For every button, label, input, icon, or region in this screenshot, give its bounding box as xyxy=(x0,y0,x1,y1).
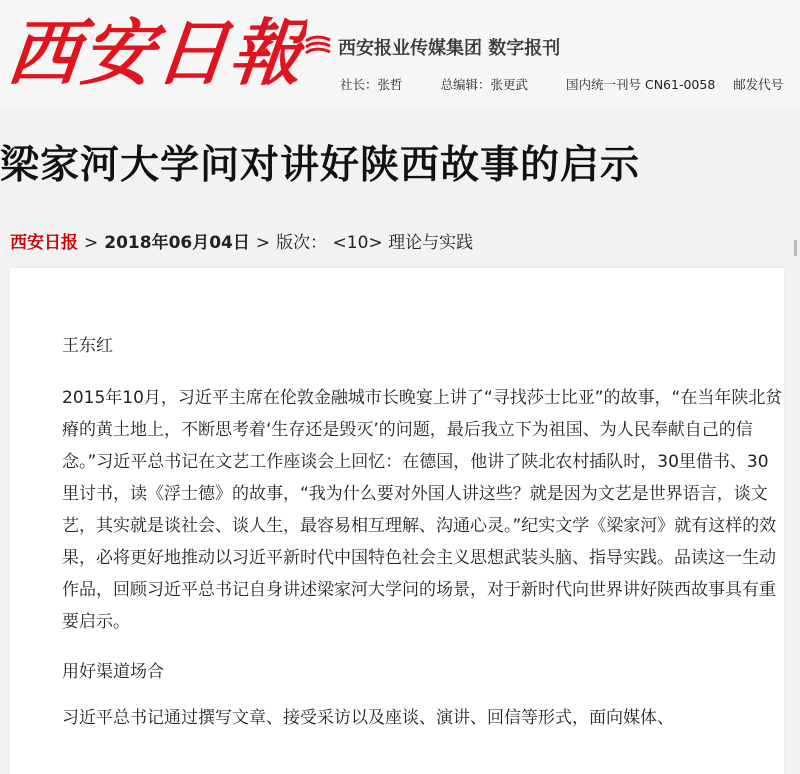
article-headline: 梁家河大学问对讲好陕西故事的启示 xyxy=(0,143,641,188)
president-label: 社长：张哲 xyxy=(340,77,403,92)
serial-number-label: 国内统一刊号 CN61-0058 xyxy=(566,77,716,92)
article-author: 王东红 xyxy=(62,336,113,356)
edition-label: 版次： xyxy=(276,233,328,253)
article-subheading: 用好渠道场合 xyxy=(62,662,164,682)
breadcrumb-separator: > xyxy=(84,233,99,253)
breadcrumb-date-link[interactable]: 2018年06月04日 xyxy=(104,233,250,253)
breadcrumb-site-link[interactable]: 西安日报 xyxy=(10,233,78,253)
article-panel xyxy=(10,268,784,774)
article-paragraph: 习近平总书记通过撰写文章、接受采访以及座谈、演讲、回信等形式，面向媒体、 xyxy=(62,708,674,728)
section-name[interactable]: 理论与实践 xyxy=(388,233,474,253)
edition-number[interactable]: <10> xyxy=(332,233,383,253)
masthead xyxy=(0,0,800,108)
chief-editor-label: 总编辑：张更武 xyxy=(440,77,529,92)
scroll-marker xyxy=(794,240,797,256)
breadcrumb xyxy=(10,228,473,258)
staff-info xyxy=(340,75,783,93)
newspaper-logo[interactable]: 西安日報 xyxy=(3,10,309,95)
postal-code-label: 邮发代号 xyxy=(733,77,784,92)
media-group-name: 西安报业传媒集团 数字报刊 xyxy=(338,38,561,59)
article-paragraph: 2015年10月，习近平主席在伦敦金融城市长晚宴上讲了“寻找莎士比亚”的故事，“在当年陕北贫瘠的黄土地上，不断思考着‘生存还是毁灭’的问题，最后我立下为祖国、为人民奉献自己的信念。”习近平总书记在文艺工作座谈会上回忆：在德国，他讲了陕北农村插队时，30里借书、30里讨书，读《浮士德》的故事，“我为什么要对外国人讲这些？就是因为文艺是世界语言，谈文艺，其实就是谈社会、谈人生，最容易相互理解、沟通心灵。”纪实文学《梁家河》就有这样的效果，必将更好地推动以习近平新时代中国特色社会主义思想武装头脑、指导实践。品读这一生动作品，回顾习近平总书记自身讲述梁家河大学问的场景，对于新时代向世界讲好陕西故事具有重要启示。 xyxy=(62,388,783,632)
breadcrumb-separator: > xyxy=(255,233,271,253)
media-group-logo-icon xyxy=(304,35,332,57)
article-body xyxy=(62,330,784,734)
